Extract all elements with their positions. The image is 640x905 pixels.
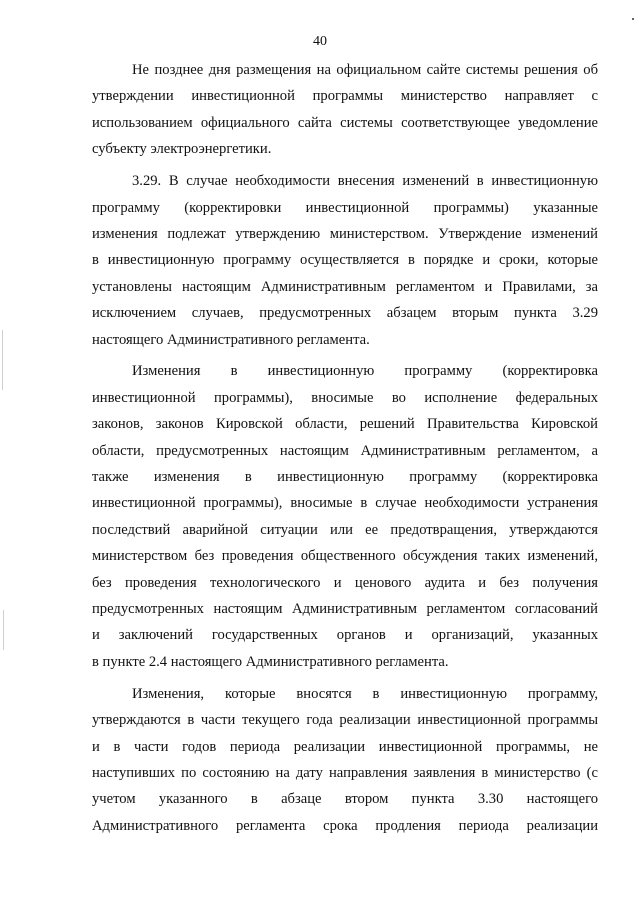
text-line: Административного регламента срока продления периода реализации [92,817,598,834]
text-line: использованием официального сайта системы соответствующее уведомление [92,114,598,131]
paragraph [92,168,598,353]
text-line: Изменения, которые вносятся в инвестиционную программу, [132,685,598,702]
text-line: изменения подлежат утверждению министерством. Утверждение изменений [92,225,598,242]
text-line: инвестиционной программы), вносимые во исполнение федеральных [92,389,598,406]
paragraph [92,681,598,839]
text-line: законов, законов Кировской области, решений Правительства Кировской [92,416,598,433]
text-line: предусмотренных настоящим Административным регламентом согласований [92,601,598,617]
scan-edge-mark [2,330,3,390]
text-line: и заключений государственных органов и организаций, указанных [92,627,598,644]
text-line: 3.29. В случае необходимости внесения изменений в инвестиционную [132,173,598,190]
text-line: исключением случаев, предусмотренных абзацем вторым пункта 3.29 [92,305,598,322]
paragraph [92,57,598,163]
page-number: 40 [313,34,327,49]
text-line: наступивших по состоянию на дату направления заявления в министерство (с [92,764,598,781]
text-line: также изменения в инвестиционную программу (корректировка [92,469,598,486]
text-line: области, предусмотренных настоящим Административным регламентом, а [92,442,598,459]
text-line: в инвестиционную программу осуществляется в порядке и сроки, которые [92,252,598,269]
scan-dot-mark [632,18,634,20]
text-line: настоящего Административного регламента. [92,331,370,348]
document-body [92,57,598,839]
text-line: утверждении инвестиционной программы министерство направляет с [92,88,598,105]
text-line: министерством без проведения общественного обсуждения таких изменений, [92,548,598,565]
scan-edge-mark [3,610,4,650]
text-line: в пункте 2.4 настоящего Административного регламента. [92,653,449,670]
text-line: учетом указанного в абзаце втором пункта 3.30 настоящего [92,791,598,808]
text-line: Не позднее дня размещения на официальном сайте системы решения об [132,62,598,78]
text-line: установлены настоящим Административным регламентом и Правилами, за [92,278,598,295]
text-line: последствий аварийной ситуации или ее предотвращения, утверждаются [92,521,598,538]
text-line: утверждаются в части текущего года реализации инвестиционной программы [92,712,598,729]
text-line: без проведения технологического и ценового аудита и без получения [92,574,598,591]
text-line: инвестиционной программы), вносимые в случае необходимости устранения [92,495,598,512]
text-line: программу (корректировки инвестиционной программы) указанные [92,199,598,216]
text-line: и в части годов периода реализации инвестиционной программы, не [92,738,598,755]
text-line: субъекту электроэнергетики. [92,141,272,158]
paragraph [92,358,598,675]
text-line: Изменения в инвестиционную программу (корректировка [132,363,598,380]
